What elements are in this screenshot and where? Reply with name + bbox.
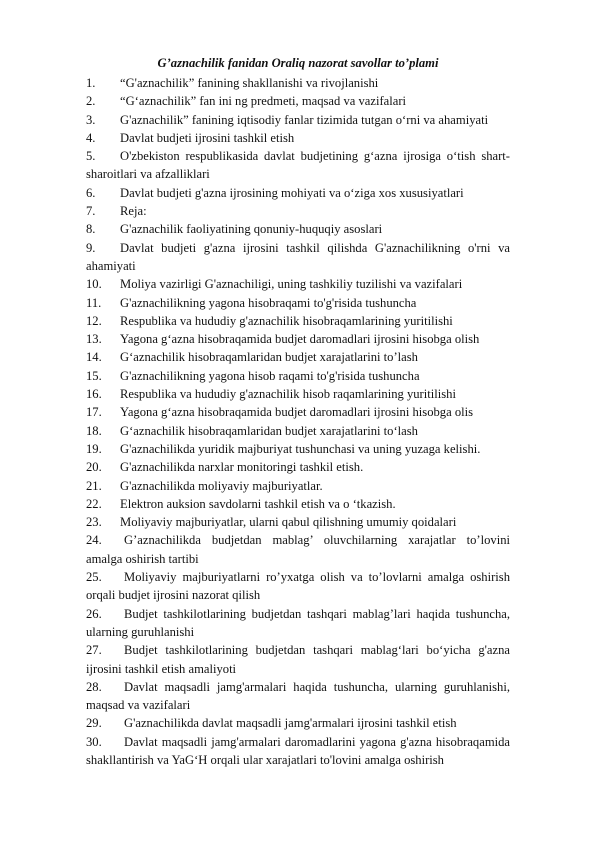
- question-text: G'aznachilikda narxlar monitoringi tashkil etish.: [120, 460, 364, 475]
- question-text: G'aznachilikning yagona hisobraqami to'g'risida tushuncha: [120, 295, 417, 310]
- question-number: 16.: [86, 387, 102, 402]
- question-item: [86, 367, 510, 385]
- question-text: Davlat maqsadli jamg'armalari daromadlarini yagona g'azna hisobraqamida shakllantirish va YaG‘H orqali ular xarajatlari to'lovini amalga oshirish: [86, 734, 510, 767]
- question-item: [86, 184, 510, 202]
- question-item: [86, 74, 510, 92]
- question-item: [86, 147, 510, 184]
- question-number: 5.: [86, 149, 96, 164]
- question-item: [86, 239, 510, 276]
- question-text: “G'aznachilik” fanining shakllanishi va rivojlanishi: [120, 76, 379, 90]
- question-text: G‘aznachilik hisobraqamlaridan budjet xarajatlarini to‘lash: [120, 423, 418, 438]
- question-item: [86, 422, 510, 440]
- question-text: G'aznachilik faoliyatining qonuniy-huquqiy asoslari: [120, 222, 383, 237]
- question-text: Respublika va hududiy g'aznachilik hisobraqamlarining yuritilishi: [120, 313, 453, 328]
- question-item: [86, 568, 510, 605]
- question-number: 17.: [86, 405, 102, 420]
- question-number: 12.: [86, 313, 102, 328]
- question-item: [86, 458, 510, 476]
- question-number: 10.: [86, 277, 102, 292]
- question-text: Moliyaviy majburiyatlarni ro’yxatga olish va to’lovlarni amalga oshirish orqali budjet ijrosini nazorat qilish: [86, 570, 510, 603]
- question-item: [86, 92, 510, 110]
- question-item: [86, 129, 510, 147]
- question-text: Moliyaviy majburiyatlar, ularni qabul qilishning umumiy qoidalari: [120, 515, 457, 530]
- question-number: 14.: [86, 350, 102, 365]
- question-number: 20.: [86, 460, 102, 475]
- question-item: [86, 495, 510, 513]
- question-text: G'aznachilikda yuridik majburiyat tushunchasi va uning yuzaga kelishi.: [120, 441, 481, 456]
- question-number: 15.: [86, 368, 102, 383]
- question-number: 25.: [86, 570, 102, 585]
- question-text: Davlat maqsadli jamg'armalari haqida tushuncha, ularning guruhlanishi, maqsad va vazifalari: [86, 679, 510, 713]
- question-number: 19.: [86, 441, 102, 456]
- question-number: 23.: [86, 515, 102, 530]
- question-text: Reja:: [120, 204, 147, 219]
- question-text: G’aznachilikda budjetdan mablag’ oluvchilarning xarajatlar to’lovini amalga oshirish tartibi: [86, 533, 510, 566]
- question-number: 24.: [86, 533, 102, 548]
- question-item: [86, 714, 510, 732]
- question-number: 26.: [86, 606, 102, 621]
- question-text: Yagona g‘azna hisobraqamida budjet daromadlari ijrosini hisobga olish: [120, 332, 480, 347]
- question-number: 29.: [86, 716, 102, 731]
- question-item: [86, 275, 510, 293]
- question-number: 2.: [86, 94, 96, 109]
- question-item: [86, 605, 510, 642]
- question-number: 22.: [86, 496, 102, 511]
- question-number: 13.: [86, 332, 102, 347]
- question-item: [86, 641, 510, 678]
- question-number: 7.: [86, 204, 96, 219]
- question-number: 18.: [86, 423, 102, 438]
- question-number: 30.: [86, 734, 102, 749]
- question-item: [86, 403, 510, 421]
- question-item: [86, 513, 510, 531]
- question-number: 6.: [86, 185, 96, 200]
- document-title: G’aznachilik fanidan Oraliq nazorat savollar to’plami: [157, 56, 439, 70]
- question-item: [86, 477, 510, 495]
- question-number: 27.: [86, 643, 102, 658]
- question-item: [86, 348, 510, 366]
- question-number: 1.: [86, 76, 96, 90]
- question-text: G‘aznachilik hisobraqamlaridan budjet xarajatlarini to’lash: [120, 350, 418, 365]
- question-list: [86, 74, 510, 769]
- question-text: Davlat budjeti g'azna ijrosini tashkil qilishda G'aznachilikning o'rni va ahamiyati: [86, 240, 510, 273]
- question-text: G'aznachilik” fanining iqtisodiy fanlar tizimida tutgan o‘rni va ahamiyati: [120, 112, 489, 127]
- question-number: 11.: [86, 295, 102, 310]
- question-item: [86, 202, 510, 220]
- question-number: 28.: [86, 679, 102, 694]
- question-text: Davlat budjeti g'azna ijrosining mohiyati va o‘ziga xos xususiyatlari: [120, 185, 464, 200]
- question-item: [86, 678, 510, 715]
- question-text: O'zbekiston respublikasida davlat budjetining g‘azna ijrosiga o‘tish shart-sharoitlari va afzalliklari: [86, 149, 510, 182]
- question-number: 8.: [86, 222, 96, 237]
- question-item: [86, 294, 510, 312]
- question-number: 9.: [86, 240, 96, 255]
- question-item: [86, 440, 510, 458]
- question-text: G'aznachilikda moliyaviy majburiyatlar.: [120, 478, 323, 493]
- question-number: 3.: [86, 112, 96, 127]
- question-text: Respublika va hududiy g'aznachilik hisob raqamlarining yuritilishi: [120, 387, 456, 402]
- question-item: [86, 330, 510, 348]
- question-item: [86, 312, 510, 330]
- question-item: [86, 733, 510, 770]
- question-item: [86, 531, 510, 568]
- question-text: Moliya vazirligi G'aznachiligi, uning tashkiliy tuzilishi va vazifalari: [120, 277, 463, 292]
- question-text: Yagona g‘azna hisobraqamida budjet daromadlari ijrosini hisobga olis: [120, 405, 474, 420]
- question-text: Elektron auksion savdolarni tashkil etish va o ‘tkazish.: [120, 496, 396, 511]
- question-text: G'aznachilikda davlat maqsadli jamg'armalari ijrosini tashkil etish: [124, 716, 457, 731]
- question-item: [86, 385, 510, 403]
- question-item: [86, 220, 510, 238]
- question-item: [86, 111, 510, 129]
- question-text: G'aznachilikning yagona hisob raqami to'g'risida tushuncha: [120, 368, 420, 383]
- question-text: Budjet tashkilotlarining budjetdan tashqari mablag‘lari bo‘yicha g'azna ijrosini tashkil etish amaliyoti: [86, 643, 510, 676]
- question-text: Budjet tashkilotlarining budjetdan tashqari mablag’lari haqida tushuncha, ularning guruhlanishi: [86, 606, 510, 639]
- question-number: 21.: [86, 478, 102, 493]
- question-number: 4.: [86, 130, 96, 145]
- question-text: “G‘aznachilik” fan ini ng predmeti, maqsad va vazifalari: [120, 94, 407, 109]
- question-text: Davlat budjeti ijrosini tashkil etish: [120, 130, 295, 145]
